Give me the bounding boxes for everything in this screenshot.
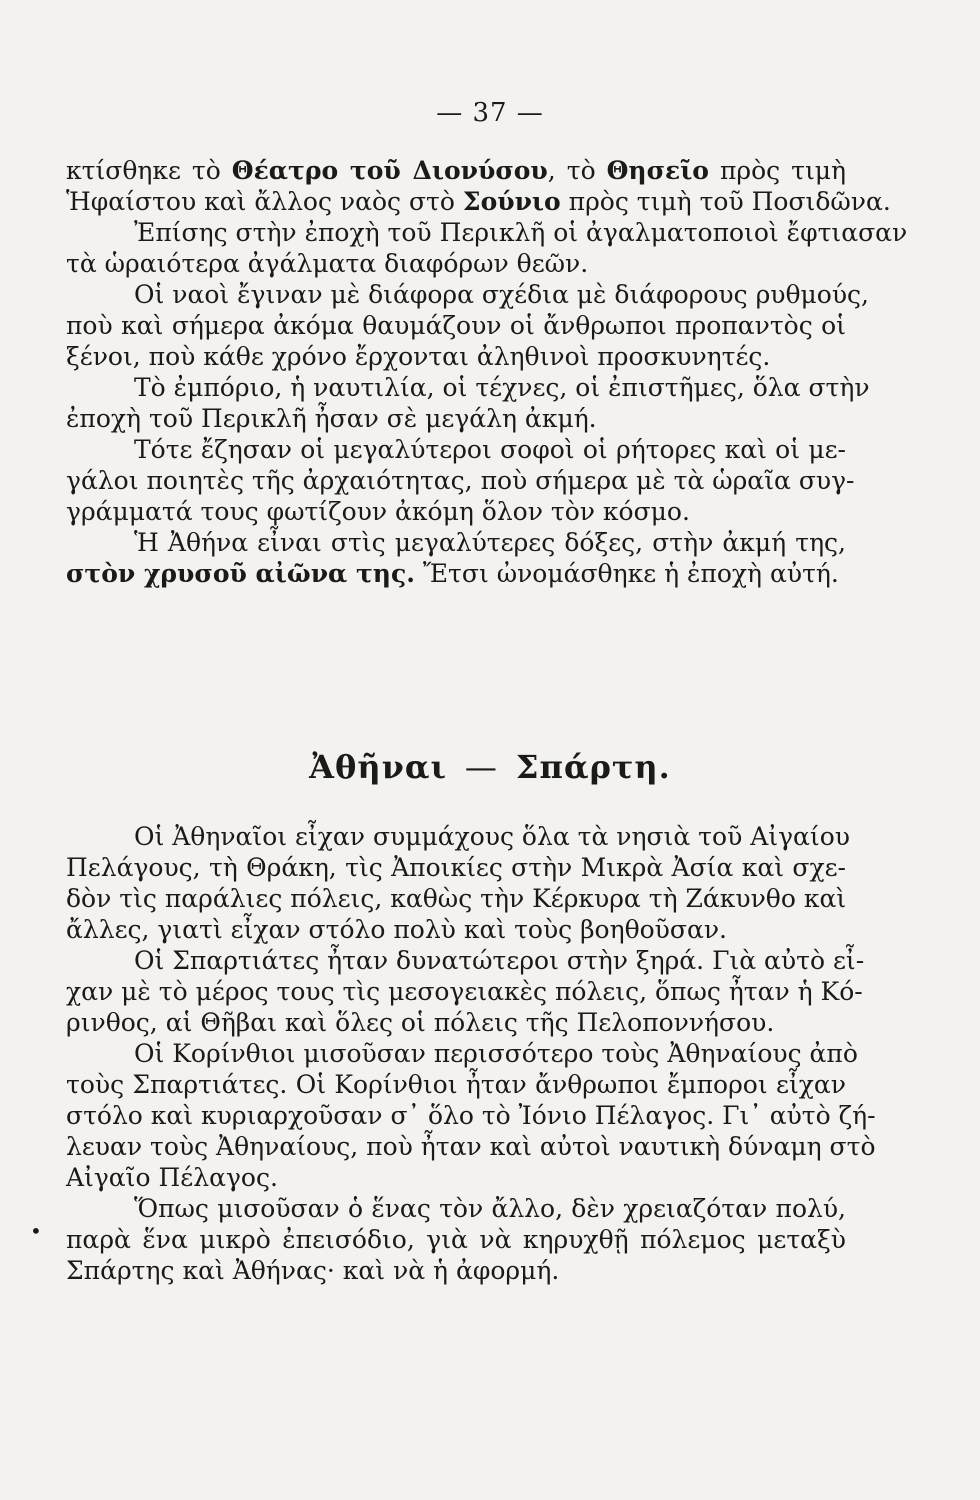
text-span: πρὸς τιμὴ τοῦ Ποσιδῶνα. <box>560 187 891 216</box>
text-line <box>66 558 846 589</box>
text-line: τοὺς Σπαρτιάτες. Οἱ Κορίνθιοι ἦταν ἄνθρωποι ἔμποροι εἶχαν <box>66 1070 846 1099</box>
bold-term-sounio: Σούνιο <box>462 187 561 216</box>
text-span: , τὸ <box>547 156 607 185</box>
text-span: Ἔτσι ὠνομάσθηκε ἡ ἐποχὴ αὐτή. <box>414 559 839 588</box>
text-line: Ἐπίσης στὴν ἐποχὴ τοῦ Περικλῆ οἱ ἀγαλματοποιοὶ ἔφτιασαν <box>134 218 908 247</box>
bold-term-golden-age: στὸν χρυσοῦ αἰῶνα της. <box>66 559 415 588</box>
text-line: Αἰγαῖο Πέλαγος. <box>66 1163 278 1192</box>
text-line: ποὺ καὶ σήμερα ἀκόμα θαυμάζουν οἱ ἄνθρωποι προπαντὸς οἱ <box>66 311 846 340</box>
heading-athens: Ἀθῆναι <box>309 748 447 786</box>
text-line: Σπάρτης καὶ Ἀθήνας· καὶ νὰ ἡ ἀφορμή. <box>66 1256 560 1285</box>
heading-dash: — <box>464 748 498 786</box>
text-line: τὰ ὡραιότερα ἀγάλματα διαφόρων θεῶν. <box>66 249 589 278</box>
text-span: πρὸς τιμὴ <box>708 156 846 185</box>
bold-term-theseion: Θησεῖο <box>606 156 709 185</box>
text-line: στόλο καὶ κυριαρχοῦσαν σ᾽ ὅλο τὸ Ἰόνιο Πέλαγος. Γι᾽ αὐτὸ ζή- <box>66 1101 876 1130</box>
page-number: — 37 — <box>436 98 544 128</box>
text-line: ἄλλες, γιατὶ εἶχαν στόλο πολὺ καὶ τοὺς βοηθοῦσαν. <box>66 915 727 944</box>
text-line: Ἡ Ἀθήνα εἶναι στὶς μεγαλύτερες δόξες, στὴν ἀκμή της, <box>134 528 846 557</box>
text-line: λευαν τοὺς Ἀθηναίους, ποὺ ἦταν καὶ αὐτοὶ ναυτικὴ δύναμη στὸ <box>66 1132 876 1161</box>
text-line: γράμματά τους φωτίζουν ἀκόμη ὅλον τὸν κόσμο. <box>66 497 690 526</box>
section-heading <box>0 748 980 786</box>
text-span: κτίσθηκε τὸ <box>66 156 232 185</box>
text-line: Οἱ ναοὶ ἔγιναν μὲ διάφορα σχέδια μὲ διάφορους ρυθμούς, <box>134 280 869 309</box>
text-line: Οἱ Σπαρτιάτες ἦταν δυνατώτεροι στὴν ξηρά. Γιὰ αὐτὸ εἶ- <box>134 946 865 975</box>
margin-mark: • <box>30 1219 42 1243</box>
text-line: ρινθος, αἱ Θῆβαι καὶ ὅλες οἱ πόλεις τῆς Πελοποννήσου. <box>66 1008 775 1037</box>
heading-sparta: Σπάρτη. <box>515 748 671 786</box>
text-line: Πελάγους, τὴ Θράκη, τὶς Ἀποικίες στὴν Μικρὰ Ἀσία καὶ σχε- <box>66 853 846 882</box>
text-line <box>66 186 891 217</box>
paragraph-block-acropolis <box>66 155 908 589</box>
text-line: Οἱ Κορίνθιοι μισοῦσαν περισσότερο τοὺς Ἀθηναίους ἀπὸ <box>134 1039 858 1068</box>
bold-term-theatre: Θέατρο τοῦ Διονύσου <box>231 156 548 185</box>
text-span: Ἡφαίστου καὶ ἄλλος ναὸς στὸ <box>66 187 463 216</box>
paragraph-block-athens-sparta <box>66 821 876 1286</box>
text-line: Ὅπως μισοῦσαν ὁ ἕνας τὸν ἄλλο, δὲν χρειαζόταν πολύ, <box>134 1194 846 1223</box>
text-line <box>66 155 846 186</box>
text-line: Τότε ἔζησαν οἱ μεγαλύτεροι σοφοὶ οἱ ρήτορες καὶ οἱ με- <box>134 435 846 464</box>
text-line: δὸν τὶς παράλιες πόλεις, καθὼς τὴν Κέρκυρα τὴ Ζάκυνθο καὶ <box>66 884 847 913</box>
text-line: χαν μὲ τὸ μέρος τους τὶς μεσογειακὲς πόλεις, ὅπως ἦταν ἡ Κό- <box>66 977 863 1006</box>
text-line: παρὰ ἕνα μικρὸ ἐπεισόδιο, γιὰ νὰ κηρυχθῇ πόλεμος μεταξὺ <box>66 1225 846 1254</box>
text-line: ἐποχὴ τοῦ Περικλῆ ἦσαν σὲ μεγάλη ἀκμή. <box>66 404 597 433</box>
text-line: γάλοι ποιητὲς τῆς ἀρχαιότητας, ποὺ σήμερα μὲ τὰ ὡραῖα συγ- <box>66 466 855 495</box>
text-line: Οἱ Ἀθηναῖοι εἶχαν συμμάχους ὅλα τὰ νησιὰ τοῦ Αἰγαίου <box>134 822 850 851</box>
text-line: ξένοι, ποὺ κάθε χρόνο ἔρχονται ἀληθινοὶ προσκυνητές. <box>66 342 771 371</box>
text-line: Τὸ ἐμπόριο, ἡ ναυτιλία, οἱ τέχνες, οἱ ἐπιστῆμες, ὅλα στὴν <box>134 373 870 402</box>
